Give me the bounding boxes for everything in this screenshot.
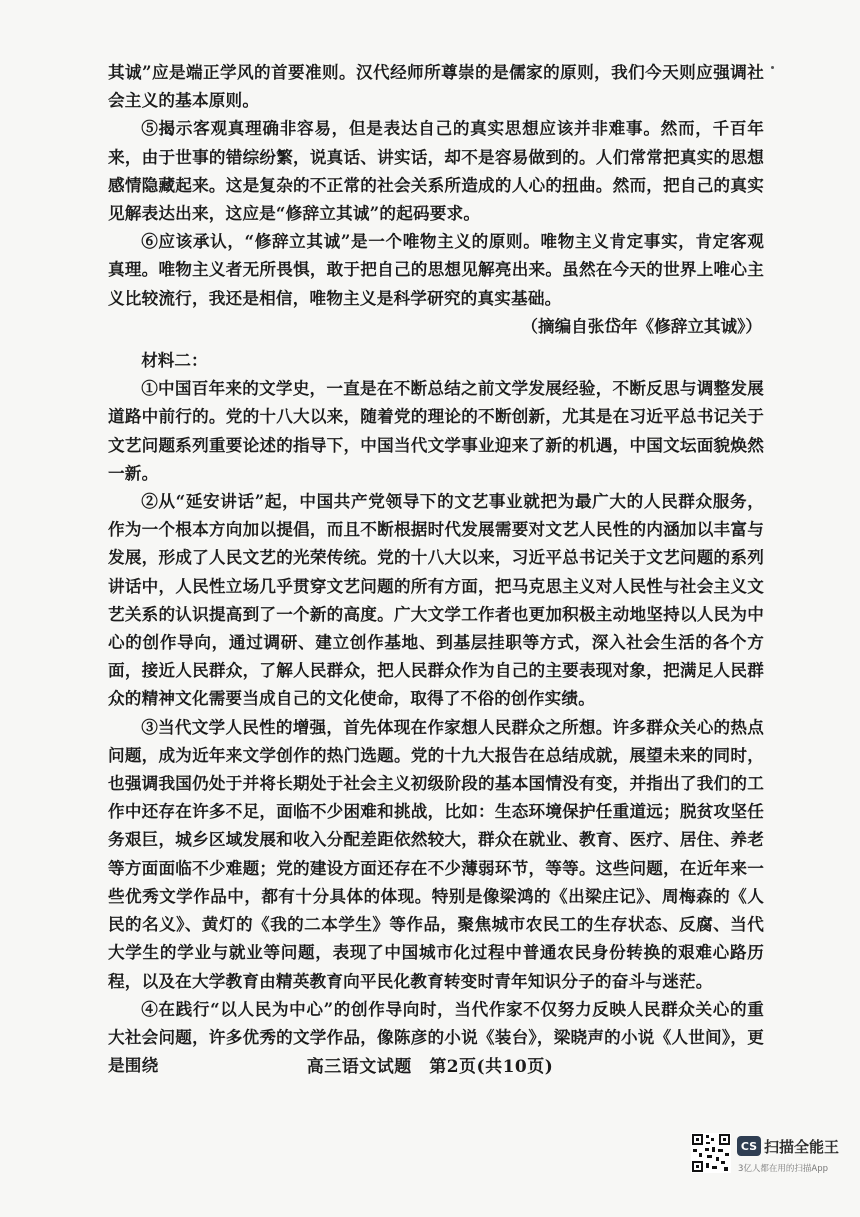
paragraph: ①中国百年来的文学史，一直是在不断总结之前文学发展经验，不断反思与调整发展道路中前行的。党的十八大以来，随着党的理论的不断创新，尤其是在习近平总书记关于文艺问题系列重要论述的指导下，中国当代文学事业迎来了新的机遇，中国文坛面貌焕然一新。	[108, 378, 764, 483]
paragraph: ④在践行“以人民为中心”的创作导向时，当代作家不仅努力反映人民群众关心的重大社会问题，许多优秀的文学作品，像陈彦的小说《装台》，梁晓声的小说《人世间》，更是围绕	[108, 998, 764, 1076]
material-two-heading: 材料二：	[141, 350, 208, 371]
paragraph: ③当代文学人民性的增强，首先体现在作家想人民群众之所想。许多群众关心的热点问题，成为近年来文学创作的热门选题。党的十九大报告在总结成就，展望未来的同时，也强调我国仍处于并将长期处于社会主义初级阶段的基本国情没有变，并指出了我们的工作中还存在许多不足，面临不少困难和挑战，比如：生态环境保护任重道远；脱贫攻坚任务艰巨，城乡区域发展和收入分配差距依然较大，群众在就业、教育、医疗、居住、养老等方面面临不少难题；党的建设方面还存在不少薄弱环节，等等。这些问题，在近年来一些优秀文学作品中，都有十分具体的体现。特别是像梁鸿的《出梁庄记》、周梅森的《人民的名义》、黄灯的《我的二本学生》等作品，聚焦城市农民工的生存状态、反腐、当代大学生的学业与就业等问题，表现了中国城市化过程中普通农民身份转换的艰难心路历程，以及在大学教育由精英教育向平民化教育转变时青年知识分子的奋斗与迷茫。	[108, 716, 764, 991]
document-page	[108, 58, 764, 1079]
watermark-title: 扫描全能王	[764, 1138, 840, 1156]
source-citation: （摘编自张岱年《修辞立其诚》）	[521, 315, 762, 336]
paragraph: ⑥应该承认，“修辞立其诚”是一个唯物主义的原则。唯物主义肯定事实，肯定客观真理。唯物主义者无所畏惧，敢于把自己的思想见解亮出来。虽然在今天的世界上唯心主义比较流行，我还是相信，唯物主义是科学研究的真实基础。	[108, 231, 764, 308]
material-one-body	[108, 58, 764, 312]
material-two-body	[108, 374, 764, 1079]
paragraph: ⑤揭示客观真理确非容易，但是表达自己的真实思想应该并非难事。然而，千百年来，由于世事的错综纷繁，说真话、讲实话，却不是容易做到的。人们常常把真实的思想感情隐藏起来。这是复杂的不正常的社会关系所造成的人心的扭曲。然而，把自己的真实见解表达出来，这应是“修辞立其诚”的起码要求。	[108, 118, 764, 224]
stray-mark	[771, 66, 774, 69]
paragraph: ②从“延安讲话”起，中国共产党领导下的文艺事业就把为最广大的人民群众服务，作为一个根本方向加以提倡，而且不断根据时代发展需要对文艺人民性的内涵加以丰富与发展，形成了人民文艺的光荣传统。党的十八大以来，习近平总书记关于文艺问题的系列讲话中，人民性立场几乎贯穿文艺问题的所有方面，把马克思主义对人民性与社会主义文艺关系的认识提高到了一个新的高度。广大文学工作者也更加积极主动地坚持以人民为中心的创作导向，通过调研、建立创作基地、到基层挂职等方式，深入社会生活的各个方面，接近人民群众，了解人民群众，把人民群众作为自己的主要表现对象，把满足人民群众的精神文化需要当成自己的文化使命，取得了不俗的创作实绩。	[108, 491, 764, 709]
paragraph: 其诚”应是端正学风的首要准则。汉代经师所尊崇的是儒家的原则，我们今天则应强调社会主义的基本原则。	[108, 62, 764, 111]
watermark-subtitle: 3亿人都在用的扫描App	[738, 1164, 829, 1174]
qr-code-icon	[691, 1133, 731, 1173]
camscanner-logo-icon: CS	[737, 1136, 761, 1156]
page-footer: 高三语文试题 第2页(共10页)	[306, 1057, 554, 1077]
